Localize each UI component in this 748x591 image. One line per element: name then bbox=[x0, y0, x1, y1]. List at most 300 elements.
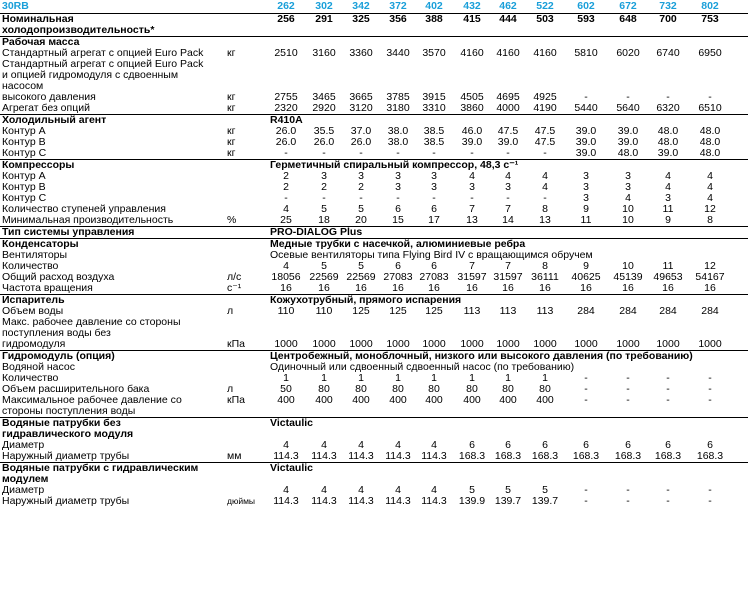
model-header: 372 bbox=[389, 0, 407, 12]
value-cell: 1 bbox=[542, 372, 548, 384]
value-cell: 503 bbox=[536, 13, 554, 25]
value-cell: - bbox=[584, 495, 588, 507]
value-cell: 4 bbox=[665, 170, 671, 182]
value-cell: 4 bbox=[283, 260, 289, 272]
value-cell: - bbox=[708, 394, 712, 406]
table-row bbox=[0, 485, 748, 496]
model-header: 402 bbox=[425, 0, 443, 12]
value-cell: 4000 bbox=[496, 102, 520, 114]
value-cell: - bbox=[584, 394, 588, 406]
table-row bbox=[0, 384, 748, 395]
value-cell: 80 bbox=[539, 383, 551, 395]
unit-label: кПа bbox=[227, 339, 245, 350]
value-cell: 139.7 bbox=[531, 495, 559, 507]
value-cell: 3 bbox=[625, 181, 631, 193]
value-cell: - bbox=[396, 192, 400, 204]
row-label: Количество bbox=[2, 261, 59, 272]
value-cell: 113 bbox=[499, 305, 517, 317]
table-row bbox=[0, 226, 748, 238]
value-cell: 114.3 bbox=[348, 450, 374, 462]
row-label: Минимальная производительность bbox=[2, 215, 174, 226]
value-cell: 48.0 bbox=[617, 147, 639, 159]
row-label: Контур C bbox=[2, 193, 47, 204]
value-cell: 11 bbox=[662, 260, 674, 272]
value-cell: 16 bbox=[502, 282, 514, 294]
value-cell: - bbox=[506, 147, 510, 159]
section-heading: холодопроизводительность* bbox=[2, 25, 155, 36]
value-cell: 39.0 bbox=[575, 136, 597, 148]
value-cell: 18056 bbox=[271, 271, 301, 283]
value-cell: 4925 bbox=[533, 91, 557, 103]
unit-label: л bbox=[227, 306, 234, 317]
row-label: высокого давления bbox=[2, 92, 96, 103]
value-cell: 168.3 bbox=[531, 450, 559, 462]
value-cell: - bbox=[626, 394, 630, 406]
description-text: Victaulic bbox=[270, 417, 313, 429]
model-header: 602 bbox=[577, 0, 595, 12]
value-cell: 47.5 bbox=[497, 125, 519, 137]
value-cell: 80 bbox=[392, 383, 404, 395]
value-cell: 14 bbox=[502, 214, 514, 226]
unit-label: кг bbox=[227, 48, 236, 59]
value-cell: 5640 bbox=[616, 102, 640, 114]
value-cell: - bbox=[708, 372, 712, 384]
row-label: Контур C bbox=[2, 148, 47, 159]
value-cell: 8 bbox=[542, 260, 548, 272]
value-cell: 3 bbox=[583, 192, 589, 204]
value-cell: - bbox=[543, 192, 547, 204]
value-cell: 168.3 bbox=[572, 450, 600, 462]
row-label: Стандартный агрегат с опцией Euro Pack bbox=[2, 59, 204, 70]
description-text: Victaulic bbox=[270, 462, 313, 474]
section-heading: гидравлического модуля bbox=[2, 429, 134, 440]
table-row bbox=[0, 306, 748, 317]
table-row bbox=[0, 103, 748, 114]
value-cell: 22569 bbox=[309, 271, 339, 283]
value-cell: 40625 bbox=[571, 271, 601, 283]
value-cell: 168.3 bbox=[654, 450, 682, 462]
description-text: Центробежный, моноблочный, низкого или высокого давления (по требованию) bbox=[270, 350, 693, 362]
value-cell: - bbox=[708, 91, 712, 103]
value-cell: - bbox=[506, 192, 510, 204]
value-cell: 400 bbox=[315, 394, 333, 406]
value-cell: 3 bbox=[583, 170, 589, 182]
value-cell: - bbox=[666, 372, 670, 384]
value-cell: 80 bbox=[318, 383, 330, 395]
value-cell: 9 bbox=[583, 260, 589, 272]
table-row bbox=[0, 451, 748, 462]
value-cell: - bbox=[626, 372, 630, 384]
table-row bbox=[0, 159, 748, 171]
value-cell: 388 bbox=[425, 13, 443, 25]
value-cell: 3 bbox=[395, 181, 401, 193]
value-cell: 10 bbox=[622, 203, 634, 215]
description-text: Кожухотрубный, прямого испарения bbox=[270, 294, 462, 306]
value-cell: 114.3 bbox=[385, 450, 411, 462]
value-cell: 139.9 bbox=[458, 495, 486, 507]
value-cell: - bbox=[708, 495, 712, 507]
value-cell: 1000 bbox=[349, 338, 373, 350]
value-cell: 13 bbox=[539, 214, 551, 226]
value-cell: 8 bbox=[707, 214, 713, 226]
value-cell: - bbox=[359, 147, 363, 159]
value-cell: 284 bbox=[619, 305, 637, 317]
value-cell: - bbox=[584, 484, 588, 496]
table-row bbox=[0, 272, 748, 283]
value-cell: 12 bbox=[704, 203, 716, 215]
value-cell: 18 bbox=[318, 214, 330, 226]
value-cell: 1000 bbox=[616, 338, 640, 350]
value-cell: 284 bbox=[577, 305, 595, 317]
value-cell: 4 bbox=[358, 439, 364, 451]
table-row bbox=[0, 59, 748, 70]
value-cell: 168.3 bbox=[614, 450, 642, 462]
value-cell: - bbox=[584, 91, 588, 103]
value-cell: 114.3 bbox=[311, 450, 337, 462]
row-label: Контур B bbox=[2, 182, 46, 193]
value-cell: 4 bbox=[542, 170, 548, 182]
header-row bbox=[0, 0, 748, 14]
value-cell: 2 bbox=[321, 181, 327, 193]
value-cell: 16 bbox=[704, 282, 716, 294]
value-cell: 6 bbox=[431, 203, 437, 215]
table-row bbox=[0, 14, 748, 25]
value-cell: 20 bbox=[355, 214, 367, 226]
row-label: Макс. рабочее давление со стороны bbox=[2, 317, 181, 328]
value-cell: 3 bbox=[321, 170, 327, 182]
value-cell: - bbox=[543, 147, 547, 159]
value-cell: 6 bbox=[542, 439, 548, 451]
value-cell: 168.3 bbox=[494, 450, 522, 462]
value-cell: 415 bbox=[463, 13, 481, 25]
value-cell: 12 bbox=[704, 260, 716, 272]
value-cell: 47.5 bbox=[534, 136, 556, 148]
value-cell: 4 bbox=[469, 170, 475, 182]
value-cell: 39.0 bbox=[461, 136, 483, 148]
value-cell: 2920 bbox=[312, 102, 336, 114]
model-header: 462 bbox=[499, 0, 517, 12]
section-heading: Конденсаторы bbox=[2, 239, 79, 250]
value-cell: 48.0 bbox=[657, 125, 679, 137]
value-cell: 10 bbox=[622, 214, 634, 226]
table-row bbox=[0, 417, 748, 429]
value-cell: 35.5 bbox=[313, 125, 335, 137]
table-row bbox=[0, 148, 748, 159]
value-cell: 7 bbox=[469, 203, 475, 215]
value-cell: 3465 bbox=[312, 91, 336, 103]
value-cell: 48.0 bbox=[657, 136, 679, 148]
value-cell: 3 bbox=[395, 170, 401, 182]
value-cell: 284 bbox=[659, 305, 677, 317]
value-cell: 16 bbox=[466, 282, 478, 294]
value-cell: 27083 bbox=[419, 271, 449, 283]
value-cell: 1000 bbox=[574, 338, 598, 350]
value-cell: 5440 bbox=[574, 102, 598, 114]
value-cell: 4 bbox=[321, 484, 327, 496]
value-cell: 1 bbox=[358, 372, 364, 384]
table-row bbox=[0, 70, 748, 81]
value-cell: - bbox=[666, 91, 670, 103]
value-cell: 4 bbox=[707, 181, 713, 193]
value-cell: 1 bbox=[431, 372, 437, 384]
description-text: Герметичный спиральный компрессор, 48,3 с⁻¹ bbox=[270, 159, 519, 171]
value-cell: 3 bbox=[583, 181, 589, 193]
table-row bbox=[0, 204, 748, 215]
value-cell: 256 bbox=[277, 13, 295, 25]
value-cell: 1000 bbox=[698, 338, 722, 350]
table-row bbox=[0, 317, 748, 328]
value-cell: 110 bbox=[277, 305, 295, 317]
value-cell: 3860 bbox=[460, 102, 484, 114]
value-cell: 39.0 bbox=[575, 125, 597, 137]
value-cell: 7 bbox=[469, 260, 475, 272]
row-label: Частота вращения bbox=[2, 283, 93, 294]
value-cell: 48.0 bbox=[699, 136, 721, 148]
value-cell: 168.3 bbox=[696, 450, 724, 462]
value-cell: 700 bbox=[659, 13, 677, 25]
value-cell: 4 bbox=[665, 181, 671, 193]
row-label: гидромодуля bbox=[2, 339, 66, 350]
value-cell: 356 bbox=[389, 13, 407, 25]
value-cell: 22569 bbox=[346, 271, 376, 283]
value-cell: 291 bbox=[315, 13, 333, 25]
value-cell: 16 bbox=[622, 282, 634, 294]
description-text: Одиночный или сдвоенный сдвоенный насос (по требованию) bbox=[270, 361, 575, 373]
value-cell: 3160 bbox=[312, 47, 336, 59]
row-label: Общий расход воздуха bbox=[2, 272, 115, 283]
value-cell: 400 bbox=[536, 394, 554, 406]
value-cell: 27083 bbox=[383, 271, 413, 283]
value-cell: - bbox=[626, 495, 630, 507]
table-row bbox=[0, 496, 748, 507]
model-header: 802 bbox=[701, 0, 719, 12]
value-cell: 114.3 bbox=[273, 450, 299, 462]
row-label: Количество ступеней управления bbox=[2, 204, 166, 215]
value-cell: 4 bbox=[431, 439, 437, 451]
value-cell: 26.0 bbox=[313, 136, 335, 148]
value-cell: 325 bbox=[352, 13, 370, 25]
value-cell: 125 bbox=[425, 305, 443, 317]
value-cell: 26.0 bbox=[350, 136, 372, 148]
series-label: 30RB bbox=[2, 0, 29, 12]
row-label: насосом bbox=[2, 81, 44, 92]
value-cell: 444 bbox=[499, 13, 517, 25]
value-cell: 1000 bbox=[274, 338, 298, 350]
value-cell: 7 bbox=[505, 203, 511, 215]
value-cell: - bbox=[432, 192, 436, 204]
unit-label: кПа bbox=[227, 395, 245, 406]
value-cell: 6320 bbox=[656, 102, 680, 114]
value-cell: 16 bbox=[428, 282, 440, 294]
model-header: 432 bbox=[463, 0, 481, 12]
value-cell: 80 bbox=[355, 383, 367, 395]
value-cell: - bbox=[322, 192, 326, 204]
value-cell: 11 bbox=[580, 214, 592, 226]
value-cell: 114.3 bbox=[421, 450, 447, 462]
unit-label: кг bbox=[227, 148, 236, 159]
value-cell: - bbox=[666, 484, 670, 496]
table-row bbox=[0, 339, 748, 350]
value-cell: 6 bbox=[469, 439, 475, 451]
value-cell: 38.0 bbox=[387, 125, 409, 137]
row-label: Контур A bbox=[2, 126, 46, 137]
row-label: Водяной насос bbox=[2, 362, 75, 373]
value-cell: 2 bbox=[283, 181, 289, 193]
value-cell: 39.0 bbox=[617, 136, 639, 148]
value-cell: 48.0 bbox=[699, 125, 721, 137]
value-cell: 47.5 bbox=[534, 125, 556, 137]
value-cell: 3 bbox=[358, 170, 364, 182]
value-cell: 38.5 bbox=[423, 136, 445, 148]
value-cell: 38.5 bbox=[423, 125, 445, 137]
value-cell: - bbox=[396, 147, 400, 159]
value-cell: - bbox=[359, 192, 363, 204]
row-label: Диаметр bbox=[2, 485, 45, 496]
value-cell: 114.3 bbox=[273, 495, 299, 507]
value-cell: 6950 bbox=[698, 47, 722, 59]
value-cell: 6 bbox=[505, 439, 511, 451]
value-cell: 4 bbox=[283, 484, 289, 496]
value-cell: 114.3 bbox=[311, 495, 337, 507]
row-label: Наружный диаметр трубы bbox=[2, 451, 130, 462]
model-header: 262 bbox=[277, 0, 295, 12]
value-cell: 26.0 bbox=[275, 136, 297, 148]
description-text: Осевые вентиляторы типа Flying Bird IV с вращающимся обручем bbox=[270, 249, 593, 261]
table-row bbox=[0, 283, 748, 294]
row-label: Контур B bbox=[2, 137, 46, 148]
table-row bbox=[0, 81, 748, 92]
value-cell: 4160 bbox=[533, 47, 557, 59]
value-cell: 3120 bbox=[349, 102, 373, 114]
section-heading: Испаритель bbox=[2, 295, 65, 306]
value-cell: 4 bbox=[625, 192, 631, 204]
value-cell: 45139 bbox=[613, 271, 643, 283]
value-cell: 25 bbox=[280, 214, 292, 226]
value-cell: 39.0 bbox=[575, 147, 597, 159]
row-label: и опцией гидромодуля с сдвоенным bbox=[2, 70, 179, 81]
value-cell: 400 bbox=[499, 394, 517, 406]
value-cell: 37.0 bbox=[350, 125, 372, 137]
value-cell: 2 bbox=[358, 181, 364, 193]
row-label: Наружный диаметр трубы bbox=[2, 496, 130, 507]
value-cell: 5 bbox=[358, 260, 364, 272]
row-label: Объем расширительного бака bbox=[2, 384, 150, 395]
value-cell: 39.0 bbox=[497, 136, 519, 148]
value-cell: 10 bbox=[622, 260, 634, 272]
value-cell: 15 bbox=[392, 214, 404, 226]
model-header: 302 bbox=[315, 0, 333, 12]
value-cell: 16 bbox=[539, 282, 551, 294]
value-cell: - bbox=[432, 147, 436, 159]
value-cell: 5 bbox=[542, 484, 548, 496]
value-cell: 3915 bbox=[422, 91, 446, 103]
value-cell: 400 bbox=[277, 394, 295, 406]
value-cell: 11 bbox=[662, 203, 674, 215]
value-cell: 16 bbox=[580, 282, 592, 294]
value-cell: 16 bbox=[392, 282, 404, 294]
section-heading: Компрессоры bbox=[2, 160, 75, 171]
value-cell: 9 bbox=[665, 214, 671, 226]
value-cell: 1000 bbox=[386, 338, 410, 350]
value-cell: - bbox=[470, 147, 474, 159]
value-cell: 7 bbox=[505, 260, 511, 272]
value-cell: 1 bbox=[321, 372, 327, 384]
section-heading: Водяные патрубки с гидравлическим bbox=[2, 463, 199, 474]
table-row bbox=[0, 406, 748, 417]
table-row bbox=[0, 474, 748, 485]
value-cell: 6 bbox=[395, 203, 401, 215]
section-heading: Водяные патрубки без bbox=[2, 418, 121, 429]
value-cell: 114.3 bbox=[385, 495, 411, 507]
value-cell: 26.0 bbox=[275, 125, 297, 137]
row-label: Контур A bbox=[2, 171, 46, 182]
value-cell: - bbox=[708, 484, 712, 496]
value-cell: 3785 bbox=[386, 91, 410, 103]
value-cell: 3 bbox=[505, 181, 511, 193]
value-cell: 114.3 bbox=[421, 495, 447, 507]
value-cell: 284 bbox=[701, 305, 719, 317]
value-cell: 125 bbox=[389, 305, 407, 317]
value-cell: 1 bbox=[395, 372, 401, 384]
value-cell: 4 bbox=[395, 484, 401, 496]
value-cell: 5 bbox=[469, 484, 475, 496]
value-cell: 80 bbox=[502, 383, 514, 395]
table-row bbox=[0, 373, 748, 384]
model-header: 522 bbox=[536, 0, 554, 12]
unit-label: с⁻¹ bbox=[227, 283, 242, 294]
value-cell: 113 bbox=[463, 305, 481, 317]
table-row bbox=[0, 429, 748, 440]
value-cell: 6 bbox=[431, 260, 437, 272]
value-cell: 6 bbox=[665, 439, 671, 451]
value-cell: 8 bbox=[542, 203, 548, 215]
value-cell: 3 bbox=[431, 170, 437, 182]
value-cell: 3440 bbox=[386, 47, 410, 59]
value-cell: 4 bbox=[505, 170, 511, 182]
value-cell: 4 bbox=[283, 439, 289, 451]
value-cell: 6510 bbox=[698, 102, 722, 114]
value-cell: 16 bbox=[318, 282, 330, 294]
value-cell: - bbox=[322, 147, 326, 159]
value-cell: 4 bbox=[707, 170, 713, 182]
row-label: Диаметр bbox=[2, 440, 45, 451]
table-row bbox=[0, 171, 748, 182]
row-label: Стандартный агрегат с опцией Euro Pack bbox=[2, 48, 204, 59]
value-cell: 3 bbox=[625, 170, 631, 182]
section-heading: Гидромодуль (опция) bbox=[2, 351, 115, 362]
value-cell: 400 bbox=[425, 394, 443, 406]
value-cell: - bbox=[284, 147, 288, 159]
value-cell: 753 bbox=[701, 13, 719, 25]
value-cell: 2510 bbox=[274, 47, 298, 59]
table-row bbox=[0, 215, 748, 226]
value-cell: 16 bbox=[662, 282, 674, 294]
table-row bbox=[0, 193, 748, 204]
value-cell: 2 bbox=[283, 170, 289, 182]
row-label: Агрегат без опций bbox=[2, 103, 90, 114]
unit-label: кг bbox=[227, 137, 236, 148]
value-cell: 4 bbox=[321, 439, 327, 451]
value-cell: 80 bbox=[428, 383, 440, 395]
value-cell: 38.0 bbox=[387, 136, 409, 148]
value-cell: 9 bbox=[583, 203, 589, 215]
table-row bbox=[0, 182, 748, 193]
value-cell: 6020 bbox=[616, 47, 640, 59]
value-cell: 3 bbox=[665, 192, 671, 204]
unit-label: кг bbox=[227, 92, 236, 103]
section-heading: Рабочая масса bbox=[2, 37, 80, 48]
value-cell: 4160 bbox=[460, 47, 484, 59]
